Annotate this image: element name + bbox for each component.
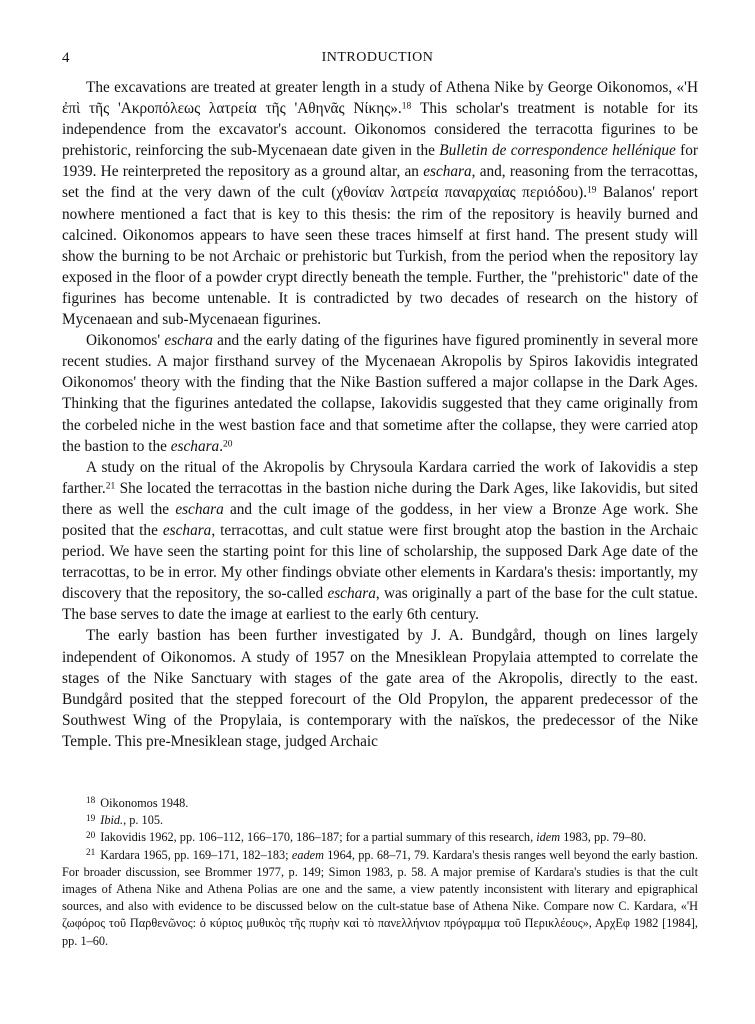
footnote-ref-21[interactable]: 21 (105, 481, 116, 492)
footnote-19: $^{19}$ Ibid., p. 105. (86, 812, 164, 828)
footnote-ref-19[interactable]: 19 (587, 185, 597, 196)
footnote-number: 21 (86, 846, 96, 857)
footnotes (62, 795, 698, 950)
running-head: INTRODUCTION (321, 50, 434, 65)
paragraph-2: Oikonomos' eschara and the early dating of the figurines have figured prominently in several more recent studies. A major firsthand survey of the Mycenaean Akropolis by Spiros Iakovidis integrated Oikonomos' theory with the finding that the Nike Bastion suffered a major collapse in the Dark Ages. Thinking that the figurines antedated the collapse, Iakovidis suggested that they came originally from the corbeled niche in the west bastion face and that sometime after the collapse, they were carried atop the bastion to the eschara.$^{20}$ (62, 332, 698, 455)
footnote-number: 18 (86, 795, 96, 806)
paragraph-3: A study on the ritual of the Akropolis by Chrysoula Kardara carried the work of Iakovidis a step farther.$^{21}$ She located the terracottas in the bastion niche during the Dark Ages, like Iakovidis, but sited there as well the eschara and the cult image of the goddess, in her view a Bronze Age work. She posited that the eschara, terracottas, and cult statue were first brought atop the bastion in the Archaic period. We have seen the starting point for this line of scholarship, the supposed Dark Age date of the terracottas, to be in error. My other findings obviate other elements in Kardara's thesis: importantly, my discovery that the repository, the so-called eschara, was originally a part of the base for the cult statue. The base serves to date the image at earliest to the early 6th century. (62, 458, 699, 624)
footnote-20: $^{20}$ Iakovidis 1962, pp. 106–112, 166–170, 186–187; for a partial summary of this research, idem 1983, pp. 79–80. (86, 829, 647, 845)
paragraph-4: The early bastion has been further investigated by J. A. Bundgård, though on lines largely independent of Oikonomos. A study of 1957 on the Mnesiklean Propylaia attempted to correlate the stages of the Nike Sanctuary with stages of the gate area of the Akropolis, directly to the east. Bundgård posited that the stepped forecourt of the Old Propylon, the apparent predecessor of the Southwest Wing of the Propylaia, is contemporary with the naïskos, the predecessor of the Nike Temple. This pre-Mnesiklean stage, judged Archaic (62, 627, 698, 750)
body-text (62, 77, 698, 752)
footnote-ref-18[interactable]: 18 (401, 101, 412, 112)
paragraph-1: The excavations are treated at greater length in a study of Athena Nike by George Oikonomos, «'Η ἐπὶ τῆς 'Ακροπόλεως λατρεία τῆς 'Αθηνᾶς Νίκης».$^{18}$ This scholar's treatment is notable for its independence from the excavator's account. Oikonomos considered the terracotta figurines to be prehistoric, reinforcing the sub-Mycenaean date given in the Bulletin de correspondence hellénique for 1939. He reinterpreted the repository as a ground altar, an eschara, and, reasoning from the terracottas, set the find at the very dawn of the cult (χθονίαν λατρεία παναρχαίας περιόδου).$^{19}$ Balanos' report nowhere mentioned a fact that is key to this thesis: the rim of the repository is heavily burned and calcined. Oikonomos appears to have seen these traces himself at first hand. The present study will show the burning to be not Archaic or prehistoric but Turkish, from the period when the repository lay exposed in the floor of a powder crypt directly beneath the temple. Further, the "prehistoric" date of the figurines has become untenable. It is contradicted by two decades of research on the history of Mycenaean and sub-Mycenaean figurines. (62, 79, 699, 329)
footnote-ref-20[interactable]: 20 (223, 438, 233, 449)
footnote-number: 19 (86, 812, 96, 823)
footnote-number: 20 (86, 829, 96, 840)
footnote-21: $^{21}$ Kardara 1965, pp. 169–171, 182–183; eadem 1964, pp. 68–71, 79. Kardara's thesis ranges well beyond the early bastion. For broader discussion, see Brommer 1977, p. 149; Simon 1983, p. 58. A major premise of Kardara's studies is that the cult images of Athena Nike and Athena Polias are one and the same, a view patently inconsistent with literary and epigraphical sources, and also with evidence to be discussed below on the cult-statue base of Athena Nike. Compare now C. Kardara, «'Η ζωφόρος τοῦ Παρθενῶνος: ὁ κύριος μυθικὸς τῆς πυρὴν καὶ τὸ πανελλήνιον πρόγραμμα τοῦ Περικλέους», ΑρχΕφ 1982 [1984], pp. 1–60. (62, 846, 698, 948)
page-number: 4 (62, 50, 70, 66)
footnote-18: $^{18}$ Oikonomos 1948. (86, 795, 189, 810)
